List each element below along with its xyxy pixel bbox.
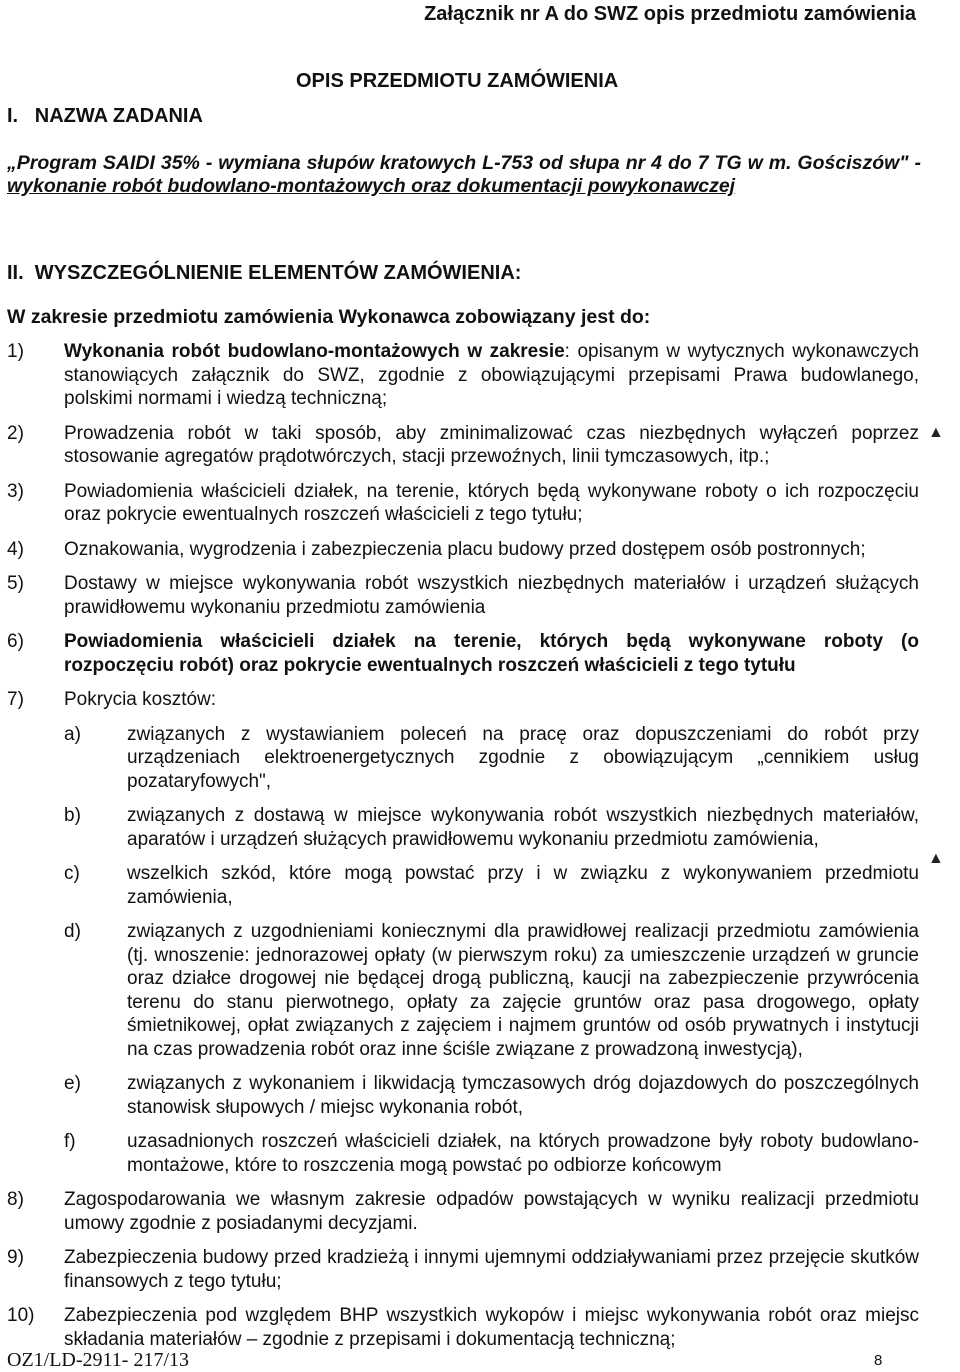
item-text: Zabezpieczenia budowy przed kradzieżą i innymi ujemnymi oddziaływaniami przez przejęcie skutków finansowych z tego tytułu; — [64, 1247, 919, 1292]
list-item — [7, 572, 919, 619]
item-text: Powiadomienia właścicieli działek, na terenie, których będą wykonywane roboty o ich rozpoczęciu oraz pokrycie ewentualnych roszczeń właścicieli z tego tytułu; — [64, 480, 919, 525]
page-number: 8 — [874, 1352, 883, 1369]
list-item — [7, 630, 919, 677]
sub-item-letter: e) — [64, 1073, 81, 1094]
task-name-program: „Program SAIDI 35% - wymiana słupów kratowych L-753 od słupa nr 4 do 7 TG w m. Gościszów" - — [7, 152, 921, 174]
document-title: OPIS PRZEDMIOTU ZAMÓWIENIA — [296, 70, 619, 92]
sub-item-text: związanych z dostawą w miejsce wykonywania robót wszystkich niezbędnych materiałów, aparatów i urządzeń służących prawidłowemu wykonaniu przedmiotu zamówienia, — [127, 805, 919, 850]
document-code: OZ1/LD-2911- 217/13 — [7, 1349, 190, 1371]
sub-item-letter: b) — [64, 805, 81, 826]
list-item — [7, 422, 919, 469]
task-name-scope: wykonanie robót budowlano-montażowych oraz dokumentacji powykonawczej — [7, 175, 736, 197]
item-number: 10) — [7, 1305, 35, 1326]
sub-item-letter: a) — [64, 723, 81, 745]
sub-item — [64, 804, 919, 851]
sub-item-text: związanych z uzgodnieniami koniecznymi dla prawidłowej realizacji przedmiotu zamówienia (tj. wnoszenie: jednorazowej opłaty (w pierwszym roku) za umieszczenie urządzeń w gruncie oraz działce drogowej nie będącej drogą publiczną, kaucji na zabezpieczenie przywrócenia terenu do stanu pierwotnego, opłaty za zajęcie gruntów oraz pasa drogowego, opłaty śmietnikowej, opłat związanych z zajęciem i najmem gruntów od osób prywatnych i instytucji na czas prowadzenia robót oraz inne ściśle związane z prowadzoną inwestycją), — [127, 921, 919, 1060]
item-bold-text: Wykonania robót budowlano-montażowych w zakresie — [64, 341, 565, 362]
obligations-list — [7, 340, 919, 1351]
sub-item — [64, 862, 919, 909]
sub-item — [64, 723, 919, 794]
sub-item-letter: c) — [64, 863, 80, 884]
item-text: Oznakowania, wygrodzenia i zabezpieczenia placu budowy przed dostępem osób postronnych; — [64, 538, 866, 560]
item-number: 6) — [7, 631, 24, 652]
item-text: Prowadzenia robót w taki sposób, aby zminimalizować czas niezbędnych wyłączeń poprzez stosowanie agregatów prądotwórczych, stacji przewoźnych, linii tymczasowych, itp.; — [64, 422, 919, 467]
list-item — [7, 538, 919, 562]
sub-item-letter: f) — [64, 1131, 76, 1152]
item-text: Pokrycia kosztów: — [64, 689, 217, 710]
list-item — [7, 1246, 919, 1293]
sub-item-letter: d) — [64, 921, 81, 942]
sub-item-text: uzasadnionych roszczeń właścicieli działek, na których prowadzone były roboty budowlano-montażowe, które to roszczenia mogą powstać po odbiorze końcowym — [127, 1131, 919, 1176]
list-item — [7, 340, 919, 411]
item-number: 1) — [7, 341, 24, 362]
section-2-heading: II. WYSZCZEGÓLNIENIE ELEMENTÓW ZAMÓWIENIA: — [7, 262, 522, 284]
list-item — [7, 1188, 919, 1235]
list-item — [7, 1304, 919, 1351]
item-number: 4) — [7, 538, 24, 560]
scan-mark: ▲ — [928, 850, 944, 867]
item-text: Zagospodarowania we własnym zakresie odpadów powstających w wyniku realizacji przedmiotu umowy zgodnie z posiadanymi decyzjami. — [64, 1189, 919, 1234]
item-number: 3) — [7, 480, 24, 502]
item-text: Dostawy w miejsce wykonywania robót wszystkich niezbędnych materiałów i urządzeń służących prawidłowemu wykonaniu przedmiotu zamówienia — [64, 573, 919, 618]
item-number: 9) — [7, 1247, 24, 1268]
item-text: : opisanym w wytycznych wykonawczych stanowiących załącznik do SWZ, zgodnie z obowiązującymi przepisami Prawa budowlanego, polskimi normami i wiedzą techniczną; — [64, 341, 920, 409]
sub-item-text: związanych z wystawianiem poleceń na pracę oraz dopuszczeniami do robót przy urządzeniach elektroenergetycznych zgodnie z obowiązującym „cennikiem usług pozataryfowych", — [127, 723, 919, 792]
item-number: 2) — [7, 422, 24, 444]
scan-mark: ▲ — [928, 424, 944, 441]
item-bold-text: Powiadomienia właścicieli działek na terenie, których będą wykonywane roboty (o rozpoczęciu robót) oraz pokrycie ewentualnych roszczeń właścicieli z tego tytułu — [64, 631, 919, 676]
sub-item — [64, 920, 919, 1061]
item-number: 8) — [7, 1189, 24, 1210]
sub-item-text: wszelkich szkód, które mogą powstać przy i w związku z wykonywaniem przedmiotu zamówienia, — [127, 863, 919, 908]
item-text: Zabezpieczenia pod względem BHP wszystkich wykopów i miejsc wykonywania robót oraz miejsc składania materiałów – zgodnie z przepisami i dokumentacją techniczną; — [64, 1305, 919, 1350]
item-number: 7) — [7, 689, 24, 710]
task-name — [7, 152, 921, 198]
annex-header: Załącznik nr A do SWZ opis przedmiotu zamówienia — [424, 3, 916, 25]
section-1-heading: I. NAZWA ZADANIA — [7, 105, 203, 127]
item-number: 5) — [7, 573, 24, 594]
sub-item — [64, 1130, 919, 1177]
list-item-costs — [7, 688, 919, 1177]
section-2-intro: W zakresie przedmiotu zamówienia Wykonawca zobowiązany jest do: — [7, 306, 651, 328]
sub-item — [64, 1072, 919, 1119]
list-item — [7, 480, 919, 527]
sub-item-text: związanych z wykonaniem i likwidacją tymczasowych dróg dojazdowych do poszczególnych stanowisk słupowych / miejsc wykonania robót, — [127, 1073, 919, 1118]
